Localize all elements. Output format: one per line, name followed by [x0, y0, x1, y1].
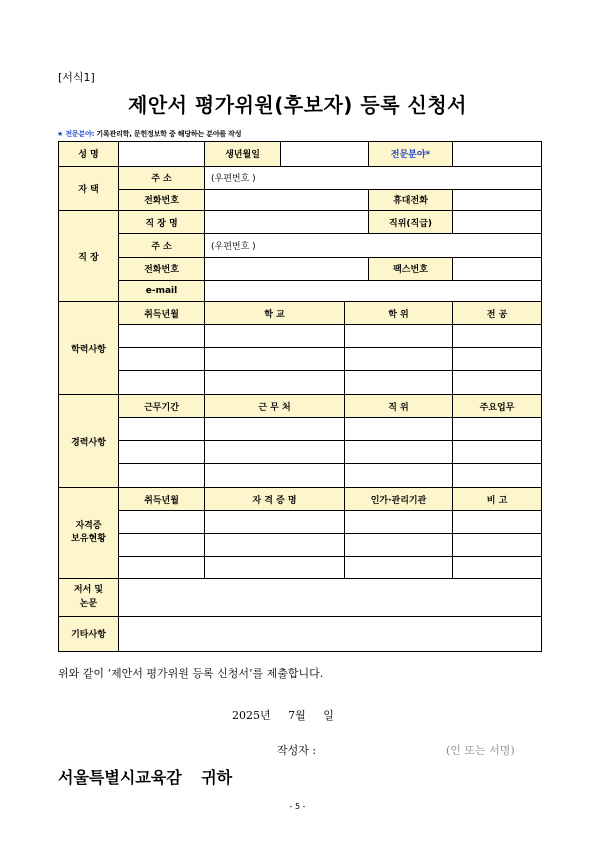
submission-statement: 위와 같이 ‘제안서 평가위원 등록 신청서’를 제출합니다. — [58, 667, 324, 680]
career-label: 경력사항 — [59, 395, 119, 488]
table-cell[interactable] — [205, 533, 345, 556]
table-cell[interactable] — [119, 325, 205, 348]
table-cell[interactable] — [453, 370, 542, 395]
table-cell[interactable] — [345, 463, 453, 488]
table-cell[interactable] — [453, 556, 542, 579]
author-label: 작성자 : — [277, 744, 317, 757]
work-position-field[interactable] — [453, 211, 542, 234]
table-cell[interactable] — [205, 511, 345, 534]
work-name-field[interactable] — [205, 211, 369, 234]
note-text: 기록관리학, 문헌정보학 중 해당하는 분야를 작성 — [94, 130, 242, 138]
table-cell[interactable] — [119, 418, 205, 441]
table-cell[interactable] — [345, 440, 453, 463]
certs-header-date: 취득년월 — [119, 488, 205, 511]
fax-label: 팩스번호 — [369, 257, 453, 280]
birth-label: 생년월일 — [205, 142, 281, 167]
education-label: 학력사항 — [59, 302, 119, 395]
home-phone-field[interactable] — [205, 189, 369, 211]
page-number: - 5 - — [289, 802, 306, 811]
misc-label: 기타사항 — [59, 616, 119, 651]
education-header-date: 취득년월 — [119, 302, 205, 325]
career-header-duties: 주요업무 — [453, 395, 542, 418]
certs-header-issuer: 인가·관리기관 — [345, 488, 453, 511]
table-cell[interactable] — [345, 347, 453, 370]
registration-form-table — [58, 141, 542, 652]
mobile-field[interactable] — [453, 189, 542, 211]
publications-label — [59, 579, 119, 616]
table-cell[interactable] — [345, 556, 453, 579]
table-cell[interactable] — [205, 418, 345, 441]
birth-field[interactable] — [281, 142, 369, 167]
table-cell[interactable] — [453, 440, 542, 463]
table-cell[interactable] — [119, 440, 205, 463]
career-header-workplace: 근 무 처 — [205, 395, 345, 418]
table-cell[interactable] — [119, 556, 205, 579]
fax-field[interactable] — [453, 257, 542, 280]
work-name-label: 직 장 명 — [119, 211, 205, 234]
home-label: 자 택 — [59, 166, 119, 210]
education-header-degree: 학 위 — [345, 302, 453, 325]
home-address-field[interactable]: (우편번호 ) — [205, 166, 542, 189]
work-label: 직 장 — [59, 211, 119, 302]
table-cell[interactable] — [345, 533, 453, 556]
table-cell[interactable] — [119, 370, 205, 395]
education-header-major: 전 공 — [453, 302, 542, 325]
publications-field[interactable] — [119, 579, 542, 616]
name-label: 성 명 — [59, 142, 119, 167]
work-address-label: 주 소 — [119, 234, 205, 258]
misc-field[interactable] — [119, 616, 542, 651]
table-cell[interactable] — [345, 511, 453, 534]
table-cell[interactable] — [205, 556, 345, 579]
mobile-label: 휴대전화 — [369, 189, 453, 211]
table-cell[interactable] — [205, 347, 345, 370]
table-cell[interactable] — [453, 511, 542, 534]
table-cell[interactable] — [205, 325, 345, 348]
work-position-label: 직위(직급) — [369, 211, 453, 234]
table-cell[interactable] — [345, 418, 453, 441]
specialty-note — [57, 129, 241, 139]
form-label: [서식1] — [58, 71, 95, 84]
table-cell[interactable] — [345, 370, 453, 395]
table-cell[interactable] — [453, 418, 542, 441]
table-cell[interactable] — [119, 463, 205, 488]
career-header-position: 직 위 — [345, 395, 453, 418]
career-header-period: 근무기간 — [119, 395, 205, 418]
table-cell[interactable] — [119, 511, 205, 534]
table-cell[interactable] — [453, 463, 542, 488]
certs-label-line2: 보유현황 — [71, 534, 106, 545]
email-field[interactable] — [205, 280, 542, 302]
submission-date: 2025년 7월 일 — [232, 709, 334, 722]
name-field[interactable] — [119, 142, 205, 167]
certs-header-name: 자 격 증 명 — [205, 488, 345, 511]
home-phone-label: 전화번호 — [119, 189, 205, 211]
table-cell[interactable] — [453, 347, 542, 370]
signature-placeholder: (인 또는 서명) — [446, 744, 515, 757]
table-cell[interactable] — [119, 533, 205, 556]
table-cell[interactable] — [453, 325, 542, 348]
specialty-field[interactable] — [453, 142, 542, 167]
table-cell[interactable] — [119, 347, 205, 370]
email-label: e-mail — [119, 280, 205, 302]
work-phone-label: 전화번호 — [119, 257, 205, 280]
recipient: 서울특별시교육감 귀하 — [58, 768, 233, 787]
work-phone-field[interactable] — [205, 257, 369, 280]
star-icon: ★ — [57, 130, 64, 138]
table-cell[interactable] — [205, 370, 345, 395]
note-field-label: 전문분야: — [65, 130, 95, 138]
table-cell[interactable] — [205, 440, 345, 463]
table-cell[interactable] — [345, 325, 453, 348]
table-cell[interactable] — [205, 463, 345, 488]
certs-label-line1: 자격증 — [75, 520, 102, 531]
page-title: 제안서 평가위원(후보자) 등록 신청서 — [128, 93, 467, 117]
certs-header-remarks: 비 고 — [453, 488, 542, 511]
specialty-label: 전문분야* — [369, 142, 453, 167]
publications-label-line1: 저서 및 — [73, 585, 104, 596]
publications-label-line2: 논문 — [79, 598, 98, 609]
table-cell[interactable] — [453, 533, 542, 556]
education-header-school: 학 교 — [205, 302, 345, 325]
certs-label — [59, 488, 119, 579]
home-address-label: 주 소 — [119, 166, 205, 189]
work-address-field[interactable]: (우편번호 ) — [205, 234, 542, 258]
